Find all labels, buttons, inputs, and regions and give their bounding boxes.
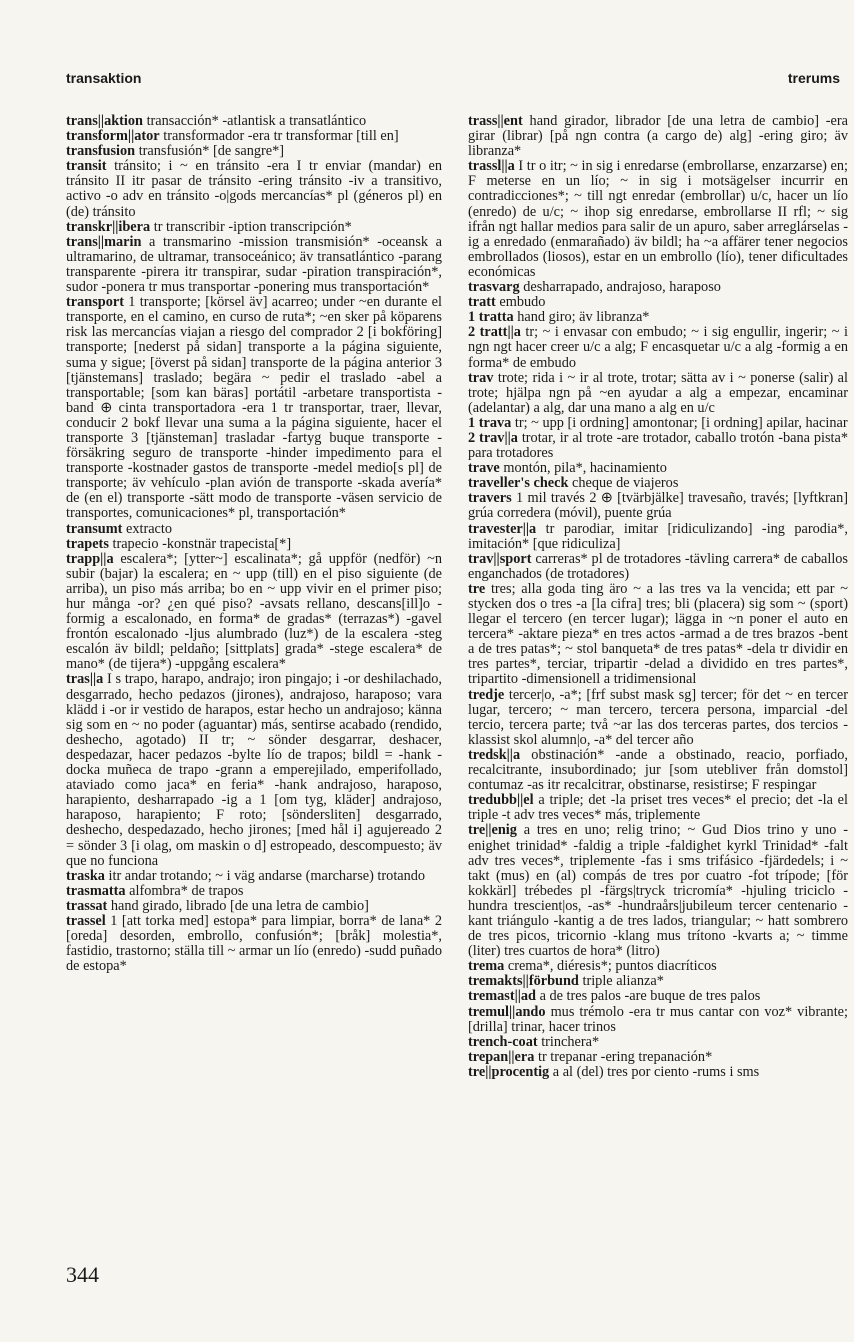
entry-headword: tredubb||el: [468, 792, 534, 809]
entry-definition: a al (del) tres por ciento -rums i sms: [552, 1063, 760, 1080]
dictionary-entry: [468, 1005, 848, 1035]
dictionary-entry: [468, 461, 848, 476]
entry-headword: trav||sport: [468, 550, 532, 567]
entry-headword: trassl||a: [468, 158, 515, 175]
entry-definition: I tr o itr; ~ in sig i enredarse (embrollarse, enzarzarse) en; F meterse en un lío; ~ in sig i motsägelser incurrir en contradicciones*; ~ till ngt enredar (embrollar) u/c, hacer un lío (enredo) de u/c; ~ ihop sig enredarse, embrollarse II rfl; ~ sig ifrån ngt hallar medios para salir de un apuro, saber arreglárselas -ig a enredado (enmarañado) äv bildl; ha ~a affärer tener negocios embrollados (liosos), estar en un embrollo (lío), tener dificultades económicas: [468, 158, 848, 280]
entry-definition: crema*, diéresis*; puntos diacríticos: [507, 958, 717, 975]
entry-definition: obstinación* -ande a obstinado, reacio, porfiado, recalcitrante, insubordinado; jur [som utebliver från domstol] contumaz -as itr recalcitrar, obstinarse, resistirse; F respingar: [468, 746, 848, 794]
dictionary-entry: [468, 1065, 848, 1080]
entry-headword: transform||ator: [66, 128, 160, 145]
dictionary-entry: [66, 537, 442, 552]
dictionary-entry: [468, 959, 848, 974]
entry-headword: travers: [468, 490, 512, 507]
dictionary-entry: [66, 914, 442, 974]
entry-definition: tránsito; i ~ en tránsito -era I tr enviar (mandar) en tránsito II itr pasar de tránsito -ering tránsito -iv a transitivo, activo -o adv en tránsito -o|gods mercancías* pl (géneros pl) en (de) tránsito: [66, 158, 442, 220]
entry-definition: tr; ~ i envasar con embudo; ~ i sig engullir, ingerir; ~ i ngn ngt hacer creer u/c a alg; F encasquetar u/c a alg -formig a en forma* de embudo: [468, 324, 848, 371]
entry-definition: transformador -era tr transformar [till en]: [163, 128, 399, 145]
dictionary-entry: [468, 310, 848, 325]
entry-headword: transport: [66, 294, 124, 311]
entry-definition: 1 transporte; [körsel äv] acarreo; under ~en durante el transporte, en el camino, en curso de ruta*; ~en sker på köparens risk las mercancías viajan a riesgo del comprador 2 [i bokföring] transporte; [nederst på sidan] transporte a la página siguiente, suma y sigue; [överst på sidan] transporte de la página anterior 3 [tjänstemans] traslado; begära ~ pedir el traslado -abel a transportable; [som kan bäras] portátil -arbetare transportista -band ⊕ cinta transportadora -era 1 tr transportar, traer, llevar, conducir 2 bokf llevar una suma a la página siguiente, hacer el transporte 3 [tjänsteman] trasladar -fartyg buque transporte -försäkring seguro de transporte -hinder impedimento para el transporte -kostnader gastos de transporte -medel medio[s pl] de transporte; äv vehículo -plan avión de transporte -skada avería* de (en el) transporte -sätt modo de transporte -väsen servicio de transportes, comunicaciones* pl, transportación*: [66, 294, 442, 522]
entry-definition: hand girador, librador [de una letra de cambio] -era girar (librar) [på ngn contra (a cargo de) alg] -ering giro; äv libranza*: [468, 114, 848, 160]
entry-headword: 1 tratta: [468, 309, 514, 326]
dictionary-entry: [468, 793, 848, 823]
running-head-right: trerums: [787, 70, 840, 86]
entry-definition: extracto: [125, 520, 173, 537]
dictionary-entry: [66, 114, 442, 129]
dictionary-entry: [468, 371, 848, 416]
entry-definition: a triple; det -la priset tres veces* el precio; det -la el triple -t adv tres veces* más, triplemente: [468, 792, 848, 824]
dictionary-entry: [468, 748, 848, 793]
dictionary-entry: [468, 280, 848, 295]
dictionary-entry: [468, 491, 848, 521]
entry-definition: escalera*; [ytter~] escalinata*; gå uppför (nedför) ~n subir (bajar) la escalera; en ~ upp (till) en el piso siguiente (de arriba), un piso más arriba; bo en ~ upp vivir en el primer piso; hur många -or? ¿en qué piso? -avsats rellano, descans[ill]o -formig a escalonado, en forma* de gradas* (terrazas*) -gavel frontón escalonado -ljus alumbrado (luz*) de la escalera -steg escalón äv bildl; peldaño; [sittplats] grada* -stege escalera* de mano* (de tijera*) -uppgång escalera*: [66, 550, 442, 673]
entry-definition: trote; rida i ~ ir al trote, trotar; sätta av i ~ ponerse (salir) al trote; hjälpa ngn på ~en ayudar a alg a empezar, encaminar (adelantar) a alg, dar una mano a alg en u/c: [468, 369, 848, 416]
dictionary-entry: [66, 295, 442, 521]
entry-headword: tre: [468, 580, 486, 597]
entry-definition: alfombra* de trapos: [129, 882, 244, 899]
entry-headword: trasvarg: [468, 279, 520, 296]
dictionary-entry: [468, 1050, 848, 1065]
dictionary-entry: [468, 114, 848, 159]
dictionary-entry: [468, 431, 848, 461]
running-head-left: transaktion: [66, 70, 142, 86]
dictionary-entry: [66, 884, 442, 899]
right-column: [468, 114, 848, 1254]
entry-headword: trassel: [66, 912, 106, 929]
dictionary-entry: [66, 144, 442, 159]
entry-definition: embudo: [499, 294, 546, 311]
dictionary-entry: [468, 159, 848, 280]
entry-headword: traveller's check: [468, 475, 569, 492]
dictionary-entry: [66, 869, 442, 884]
entry-headword: trema: [468, 958, 505, 975]
entry-definition: a de tres palos -are buque de tres palos: [539, 988, 761, 1005]
entry-definition: cheque de viajeros: [572, 475, 679, 492]
entry-definition: a tres en uno; relig trino; ~ Gud Dios trino y uno -enighet trinidad* -faldig a triple -faldighet kyrkl Trinidad* -falt adv tres veces*, triplemente -fas i sms trifásico -fjärdedels; i ~ takt (mus) en (al) compás de tres por cuatro -fot trípode; [för kokkärl] trébedes pl -färgs|tryck tricromía* -hjuling triciclo -hundra trescient|os, -as* -hundraårs|jubileum tercer centenario -kant triángulo -kantig a de tres lados, triangular; ~ hatt sombrero de tres picos, tricornio -klang mus trítono -kvarts a; ~ timme (liter) tres cuartos de hora* (litro): [468, 822, 848, 960]
entry-definition: tres; alla goda ting äro ~ a las tres va la vencida; ett par ~ stycken dos o tres -a [la cifra] tres; bli (placera) sig som ~ (sport) llegar el tercero (en tercer lugar); lägga in ~n poner el auto en tercera* -aktare pieza* en tres actos -armad a de tres brazos -bent a de tres patas*; ~ stol banqueta* de tres patas* -dela tr dividir en tres partes*, terciar, tripartir -delad a dividido en tres partes*, tripartito -dimensionell a tridimensional: [468, 580, 848, 688]
entry-definition: I s trapo, harapo, andrajo; iron pingajo; i -or deshilachado, desgarrado, hecho pedazos (jirones), andrajoso, haraposo; vara klädd i -or ir vestido de harapos, estar hecho un andrajoso; känna sig som en ~ no poder (aguantar) más, sentirse acabado (rendido, deshecho, agotado) II tr; ~ sönder desgarrar, deshacer, despedazar, hacer pedazos -bylte lío de trapos; bildl = -hank -docka muñeca de trapo -grann a emperejilado, emperifollado, ataviado como jaca* en feria* -hank andrajoso, haraposo, harapiento, desharrapado -ig a 1 [om tyg, kläder] andrajoso, haraposo, harapiento; F roto; [söndersliten] desgarrado, deshecho, despedazado, hecho jirones; [med hål i] agujereado 2 = sönder 3 [i olag, om maskin o d] estropeado, descompuesto; äv que no funciona: [66, 671, 442, 869]
entry-definition: transacción* -atlantisk a transatlántico: [146, 114, 367, 129]
entry-headword: trans||aktion: [66, 114, 143, 129]
entry-headword: tras||a: [66, 671, 104, 688]
entry-headword: trans||marin: [66, 233, 142, 250]
dictionary-entry: [468, 295, 848, 310]
entry-definition: a transmarino -mission transmisión* -oceansk a ultramarino, de ultramar, transoceánico; äv transatlántico -parang transparente -pirera itr transpirar, sudar -piration transpiración*, sudor -ponera tr mus transportar -ponering mus transportación*: [66, 233, 442, 296]
entry-definition: carreras* pl de trotadores -tävling carrera* de caballos enganchados (de trotadores): [468, 550, 848, 582]
dictionary-entry: [66, 129, 442, 144]
entry-headword: tre||enig: [468, 822, 517, 839]
entry-headword: travester||a: [468, 520, 537, 537]
left-column: [66, 114, 442, 1254]
dictionary-entry: [468, 989, 848, 1004]
dictionary-entry: [66, 220, 442, 235]
dictionary-entry: [66, 552, 442, 673]
dictionary-entry: [468, 1035, 848, 1050]
entry-headword: transkr||ibera: [66, 218, 151, 235]
entry-definition: itr andar trotando; ~ i väg andarse (marcharse) trotando: [108, 867, 426, 884]
entry-headword: tremul||ando: [468, 1003, 546, 1020]
entry-headword: 2 tratt||a: [468, 324, 521, 341]
entry-headword: transit: [66, 158, 107, 175]
entry-headword: trepan||era: [468, 1048, 535, 1065]
dictionary-entry: [468, 325, 848, 370]
dictionary-entry: [468, 823, 848, 959]
dictionary-entry: [468, 552, 848, 582]
entry-definition: hand giro; äv libranza*: [517, 309, 650, 326]
entry-definition: tr transcribir -iption transcripción*: [153, 218, 352, 235]
entry-headword: tredsk||a: [468, 746, 521, 763]
entry-headword: transumt: [66, 520, 123, 537]
dictionary-entry: [468, 974, 848, 989]
entry-headword: transfusion: [66, 143, 136, 160]
entry-definition: tr parodiar, imitar [ridiculizando] -ing parodia*, imitación* [que ridiculiza]: [468, 520, 848, 552]
entry-headword: tre||procentig: [468, 1063, 550, 1080]
dictionary-entry: [66, 522, 442, 537]
entry-headword: trass||ent: [468, 114, 523, 129]
entry-headword: 1 trava: [468, 414, 512, 431]
entry-headword: tremakts||förbund: [468, 973, 579, 990]
entry-definition: mus trémolo -era tr mus cantar con voz* vibrante; [drilla] trinar, hacer trinos: [468, 1003, 848, 1035]
dictionary-entry: [66, 159, 442, 219]
entry-definition: hand girado, librado [de una letra de cambio]: [110, 897, 369, 914]
entry-definition: trapecio -konstnär trapecista[*]: [112, 535, 292, 552]
entry-headword: trav: [468, 369, 494, 386]
entry-definition: tr trepanar -ering trepanación*: [537, 1048, 713, 1065]
dictionary-entry: [468, 476, 848, 491]
entry-definition: tr; ~ upp [i ordning] amontonar; [i ordning] apilar, hacinar: [514, 414, 848, 431]
dictionary-entry: [66, 235, 442, 295]
entry-headword: trench-coat: [468, 1033, 538, 1050]
entry-headword: 2 trav||a: [468, 429, 518, 446]
entry-definition: 1 [att torka med] estopa* para limpiar, borra* de lana* 2 [oreda] desorden, embrollo, confusión*; [bråk] molestia*, fastidio, trastorno; ställa till ~ armar un lío (enredo) -sudd puñado de estopa*: [66, 912, 442, 975]
dictionary-entry: [66, 899, 442, 914]
entry-definition: desharrapado, andrajoso, haraposo: [523, 279, 721, 296]
entry-headword: tratt: [468, 294, 496, 311]
entry-headword: trassat: [66, 897, 108, 914]
dictionary-entry: [468, 582, 848, 688]
entry-headword: traska: [66, 867, 105, 884]
entry-definition: 1 mil través 2 ⊕ [tvärbjälke] travesaño, través; [lyftkran] grúa corredera (móvil), puente grúa: [468, 490, 848, 522]
entry-definition: trinchera*: [541, 1033, 600, 1050]
entry-headword: trapp||a: [66, 550, 114, 567]
entry-definition: trotar, ir al trote -are trotador, caballo trotón -bana pista* para trotadores: [468, 429, 848, 462]
dictionary-entry: [468, 688, 848, 748]
entry-headword: trave: [468, 460, 500, 477]
entry-headword: tredje: [468, 686, 505, 703]
entry-headword: trapets: [66, 535, 109, 552]
page-number: 344: [66, 1262, 99, 1287]
entry-definition: tercer|o, -a*; [frf subst mask sg] tercer; för det ~ en tercer lugar, tercero; ~ man tercero, tercera persona, imparcial -del tercio, tercera parte; två ~ar las dos terceras partes, dos tercios -klassist skol alumn|o, -a* del tercer año: [468, 686, 848, 748]
entry-headword: trasmatta: [66, 882, 126, 899]
entry-definition: transfusión* [de sangre*]: [138, 143, 285, 160]
dictionary-entry: [468, 416, 848, 431]
dictionary-entry: [66, 672, 442, 868]
dictionary-entry: [468, 522, 848, 552]
entry-headword: tremast||ad: [468, 988, 536, 1005]
entry-definition: triple alianza*: [582, 973, 664, 990]
entry-definition: montón, pila*, hacinamiento: [503, 460, 667, 477]
